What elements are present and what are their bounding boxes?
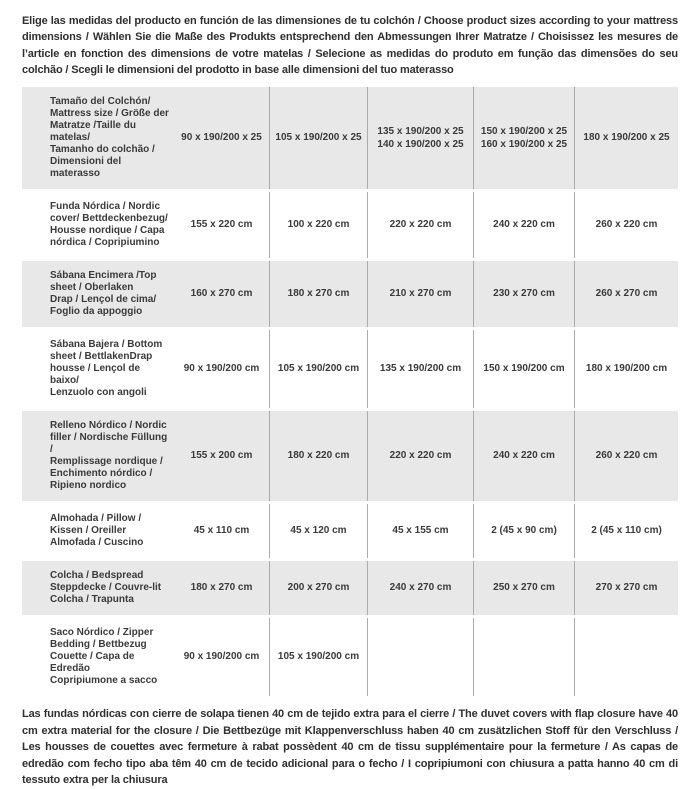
table-row-nordic-filler bbox=[22, 411, 678, 501]
row-label: Relleno Nórdico / Nordic filler / Nordische Füllung / Remplissage nordique / Enchimento nórdico / Ripieno nordico bbox=[50, 420, 168, 492]
size-cell: 210 x 270 cm bbox=[367, 261, 473, 327]
size-cell: 100 x 220 cm bbox=[269, 192, 367, 258]
size-cell: 250 x 270 cm bbox=[473, 561, 574, 615]
size-cell: 90 x 190/200 cm bbox=[183, 363, 260, 375]
size-cell: 45 x 155 cm bbox=[367, 504, 473, 558]
size-cell: 220 x 220 cm bbox=[367, 411, 473, 501]
size-cell: 260 x 220 cm bbox=[574, 411, 678, 501]
row-label: Funda Nórdica / Nordic cover/ Bettdeckenbezug/ Housse nordique / Capa nórdica / Copripiumino bbox=[50, 201, 168, 249]
size-cell: 260 x 220 cm bbox=[574, 192, 678, 258]
size-cell: 90 x 190/200 cm bbox=[183, 651, 260, 663]
size-cell: 150 x 190/200 x 25 160 x 190/200 x 25 bbox=[473, 87, 574, 189]
table-row-pillow bbox=[22, 504, 678, 558]
size-cell: 45 x 120 cm bbox=[269, 504, 367, 558]
row-label: Sábana Encimera /Top sheet / Oberlaken Drap / Lençol de cima/ Foglio da appoggio bbox=[50, 270, 157, 318]
size-cell: 240 x 270 cm bbox=[367, 561, 473, 615]
size-cell: 105 x 190/200 x 25 bbox=[269, 87, 367, 189]
size-cell: 105 x 190/200 cm bbox=[269, 330, 367, 408]
row-label: Tamaño del Colchón/ Mattress size / Größe der Matratze /Taille du matelas/ Tamanho do colchão / Dimensioni del materasso bbox=[50, 96, 169, 180]
size-cell: 45 x 110 cm bbox=[193, 525, 250, 537]
size-cell-empty bbox=[473, 618, 574, 696]
size-cell: 220 x 220 cm bbox=[367, 192, 473, 258]
size-cell: 180 x 190/200 x 25 bbox=[574, 87, 678, 189]
size-cell: 180 x 270 cm bbox=[269, 261, 367, 327]
size-cell: 180 x 220 cm bbox=[269, 411, 367, 501]
size-cell: 200 x 270 cm bbox=[269, 561, 367, 615]
size-cell: 2 (45 x 110 cm) bbox=[574, 504, 678, 558]
size-cell: 135 x 190/200 x 25 140 x 190/200 x 25 bbox=[367, 87, 473, 189]
size-cell: 240 x 220 cm bbox=[473, 411, 574, 501]
table-row-bottom-sheet bbox=[22, 330, 678, 408]
size-cell: 90 x 190/200 x 25 bbox=[181, 132, 262, 144]
table-row-nordic-cover bbox=[22, 192, 678, 258]
footer-note: Las fundas nórdicas con cierre de solapa tienen 40 cm de tejido extra para el cierre / The duvet covers with flap closure have 40 cm extra material for the closure / Die Bettbezüge mit Klappenverschluss haben 40 cm zusätzlichen Stoff für den Verschluss / Les housses de couettes avec fermeture à rabat possèdent 40 cm de tissu supplémentaire pour la fermeture / As capas de edredão com fecho tipo aba têm 40 cm de tecido adicional para o fecho / I copripiumoni con chiusura a patta hanno 40 cm di tessuto extra per la chiusura bbox=[22, 708, 678, 787]
size-cell-empty bbox=[574, 618, 678, 696]
size-cell: 150 x 190/200 cm bbox=[473, 330, 574, 408]
row-label: Almohada / Pillow / Kissen / Oreiller Almofada / Cuscino bbox=[50, 513, 144, 549]
table-row-bedspread bbox=[22, 561, 678, 615]
table-row-mattress-size bbox=[22, 87, 678, 189]
row-label: Sábana Bajera / Bottom sheet / BettlakenDrap housse / Lençol de baixo/ Lenzuolo con angoli bbox=[50, 339, 163, 399]
size-cell: 230 x 270 cm bbox=[473, 261, 574, 327]
table-row-zipper-bedding bbox=[22, 618, 678, 696]
size-cell: 105 x 190/200 cm bbox=[269, 618, 367, 696]
size-cell: 240 x 220 cm bbox=[473, 192, 574, 258]
size-table bbox=[22, 87, 678, 696]
size-cell: 2 (45 x 90 cm) bbox=[473, 504, 574, 558]
size-cell: 160 x 270 cm bbox=[190, 288, 253, 300]
size-cell: 155 x 200 cm bbox=[190, 450, 253, 462]
size-cell-empty bbox=[367, 618, 473, 696]
size-cell: 135 x 190/200 cm bbox=[367, 330, 473, 408]
size-cell: 155 x 220 cm bbox=[190, 219, 253, 231]
row-label: Colcha / Bedspread Steppdecke / Couvre-lit Colcha / Trapunta bbox=[50, 570, 162, 606]
size-cell: 180 x 190/200 cm bbox=[574, 330, 678, 408]
size-cell: 260 x 270 cm bbox=[574, 261, 678, 327]
intro-text: Elige las medidas del producto en función de las dimensiones de tu colchón / Choose product sizes according to your mattress dimensions / Wählen Sie die Maße des Produkts entsprechend den Abmessungen Ihrer Matratze / Choisissez les mesures de l’article en fonction des dimensions de votre matelas / Selecione as medidas do produto em função das dimensões do seu colchão / Scegli le dimensioni del prodotto in base alle dimensioni del tuo materasso bbox=[22, 15, 678, 76]
size-cell: 180 x 270 cm bbox=[190, 582, 253, 594]
table-row-top-sheet bbox=[22, 261, 678, 327]
row-label: Saco Nórdico / Zipper Bedding / Bettbezug Couette / Capa de Edredão Copripiumone a sacco bbox=[50, 627, 158, 687]
size-cell: 270 x 270 cm bbox=[574, 561, 678, 615]
